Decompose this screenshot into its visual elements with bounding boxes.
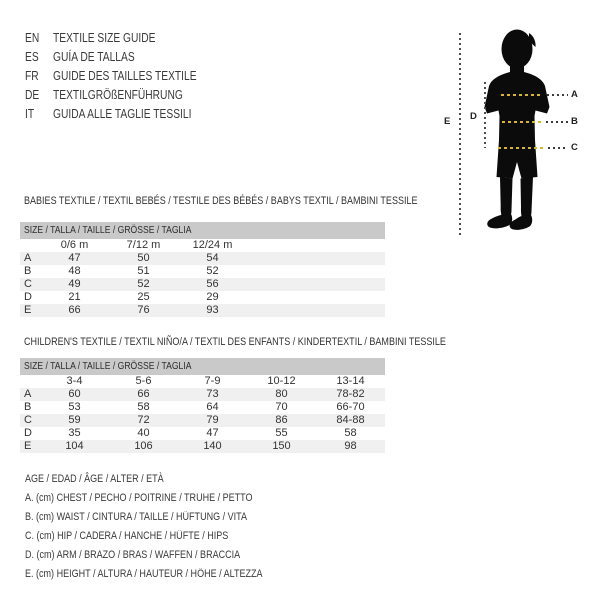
- table-row: [20, 440, 385, 453]
- language-row: [25, 29, 228, 48]
- cell: 79: [206, 414, 219, 426]
- row-label: C: [24, 278, 32, 290]
- cell: 78-82: [336, 388, 365, 400]
- cell: 104: [65, 440, 84, 452]
- cell: 84-88: [336, 414, 365, 426]
- column-header: 10-12: [267, 375, 296, 387]
- cell: 66-70: [336, 401, 365, 413]
- cell: 93: [206, 304, 219, 316]
- children-section-title-text: CHILDREN'S TEXTILE / TEXTIL NIÑO/A / TEXTIL DES ENFANTS / KINDERTEXTIL / BAMBINI TESSILE: [24, 336, 446, 348]
- cell: 35: [68, 427, 81, 439]
- cell: 47: [206, 427, 219, 439]
- babies-size-table: [20, 222, 385, 317]
- legend-line-text: E. (cm) HEIGHT / ALTURA / HAUTEUR / HÖHE / ALTEZZA: [25, 568, 263, 580]
- legend-line: [25, 489, 315, 508]
- chest-measure-line: [501, 94, 543, 96]
- table-row: [20, 252, 385, 265]
- cell: 64: [206, 401, 219, 413]
- language-code: FR: [25, 69, 39, 83]
- cell: 52: [137, 278, 150, 290]
- column-header: 3-4: [66, 375, 83, 387]
- measurement-legend: [25, 470, 315, 584]
- cell: 140: [203, 440, 222, 452]
- cell: 56: [206, 278, 219, 290]
- cell: 66: [68, 304, 81, 316]
- cell: 21: [68, 291, 81, 303]
- row-label: C: [24, 414, 32, 426]
- babies-section-title: [24, 195, 504, 207]
- language-code: ES: [25, 50, 39, 64]
- children-section-title: [24, 336, 539, 348]
- cell: 150: [272, 440, 291, 452]
- cell: 86: [275, 414, 288, 426]
- column-header-row: [20, 375, 385, 388]
- row-label: D: [24, 291, 32, 303]
- row-label: E: [24, 440, 32, 452]
- language-row: [25, 48, 228, 67]
- table-row: [20, 278, 385, 291]
- cell: 29: [206, 291, 219, 303]
- cell: 98: [344, 440, 357, 452]
- legend-line: [25, 546, 315, 565]
- cell: 66: [137, 388, 150, 400]
- cell: 48: [68, 265, 81, 277]
- cell: 58: [137, 401, 150, 413]
- legend-line-text: A. (cm) CHEST / PECHO / POITRINE / TRUHE / PETTO: [25, 492, 253, 504]
- table-row: [20, 414, 385, 427]
- table-row: [20, 304, 385, 317]
- cell: 47: [68, 252, 81, 264]
- table-row: [20, 291, 385, 304]
- language-label: TEXTILGRÖßENFÜHRUNG: [53, 88, 183, 102]
- table-row: [20, 388, 385, 401]
- column-header: 7/12 m: [126, 239, 161, 251]
- row-label: D: [24, 427, 32, 439]
- cell: 55: [275, 427, 288, 439]
- chest-measure-leader: [547, 94, 568, 96]
- cell: 40: [137, 427, 150, 439]
- language-row: [25, 86, 228, 105]
- legend-line-text: AGE / EDAD / ÂGE / ALTER / ETÀ: [25, 473, 164, 485]
- cell: 52: [206, 265, 219, 277]
- cell: 54: [206, 252, 219, 264]
- cell: 53: [68, 401, 81, 413]
- table-row: [20, 401, 385, 414]
- hip-measure-leader: [548, 147, 568, 149]
- size-header-bar: [20, 358, 385, 375]
- waist-measure-label: B: [571, 116, 578, 127]
- cell: 51: [137, 265, 150, 277]
- waist-measure-line: [502, 121, 541, 123]
- row-label: A: [24, 252, 32, 264]
- legend-line: [25, 470, 315, 489]
- row-label: B: [24, 265, 32, 277]
- arm-measure-label: D: [470, 111, 477, 122]
- children-size-table: [20, 358, 385, 453]
- legend-line-text: D. (cm) ARM / BRAZO / BRAS / WAFFEN / BRACCIA: [25, 549, 241, 561]
- language-label: GUÍA DE TALLAS: [53, 50, 135, 64]
- language-row: [25, 67, 228, 86]
- cell: 80: [275, 388, 288, 400]
- column-header: 12/24 m: [192, 239, 233, 251]
- cell: 25: [137, 291, 150, 303]
- cell: 73: [206, 388, 219, 400]
- row-label: A: [24, 388, 32, 400]
- cell: 59: [68, 414, 81, 426]
- cell: 106: [134, 440, 153, 452]
- height-measure-label: E: [444, 116, 451, 127]
- table-row: [20, 427, 385, 440]
- cell: 76: [137, 304, 150, 316]
- column-header: 7-9: [204, 375, 221, 387]
- height-measure-line: [459, 33, 461, 238]
- language-row: [25, 105, 228, 124]
- hip-measure-label: C: [571, 142, 578, 153]
- size-header-text: SIZE / TALLA / TAILLE / GRÖSSE / TAGLIA: [24, 360, 192, 372]
- cell: 60: [68, 388, 81, 400]
- babies-section-title-text: BABIES TEXTILE / TEXTIL BEBÉS / TESTILE DES BÉBÉS / BABYS TEXTIL / BAMBINI TESSILE: [24, 195, 418, 207]
- arm-measure-line: [484, 82, 486, 148]
- chest-measure-label: A: [571, 89, 578, 100]
- column-header: 13-14: [336, 375, 365, 387]
- size-header-text: SIZE / TALLA / TAILLE / GRÖSSE / TAGLIA: [24, 224, 192, 236]
- language-label: GUIDE DES TAILLES TEXTILE: [53, 69, 197, 83]
- column-header: 0/6 m: [60, 239, 89, 251]
- column-header: 5-6: [135, 375, 152, 387]
- cell: 72: [137, 414, 150, 426]
- row-label: B: [24, 401, 32, 413]
- cell: 70: [275, 401, 288, 413]
- legend-line-text: B. (cm) WAIST / CINTURA / TAILLE / HÜFTUNG / VITA: [25, 511, 248, 523]
- legend-line: [25, 527, 315, 546]
- cell: 50: [137, 252, 150, 264]
- cell: 49: [68, 278, 81, 290]
- language-code: IT: [25, 107, 35, 121]
- legend-line-text: C. (cm) HIP / CADERA / HANCHE / HÜFTE / HIPS: [25, 530, 229, 542]
- legend-line: [25, 508, 315, 527]
- language-label: GUIDA ALLE TAGLIE TESSILI: [53, 107, 192, 121]
- table-row: [20, 265, 385, 278]
- row-label: E: [24, 304, 32, 316]
- language-label: TEXTILE SIZE GUIDE: [53, 31, 156, 45]
- legend-line: [25, 565, 315, 584]
- language-code: DE: [25, 88, 40, 102]
- hip-measure-line: [498, 147, 544, 149]
- child-silhouette-icon: [484, 27, 554, 239]
- language-code: EN: [25, 31, 40, 45]
- size-header-bar: [20, 222, 385, 239]
- waist-measure-leader: [546, 121, 568, 123]
- cell: 58: [344, 427, 357, 439]
- language-list: [25, 29, 228, 124]
- column-header-row: [20, 239, 385, 252]
